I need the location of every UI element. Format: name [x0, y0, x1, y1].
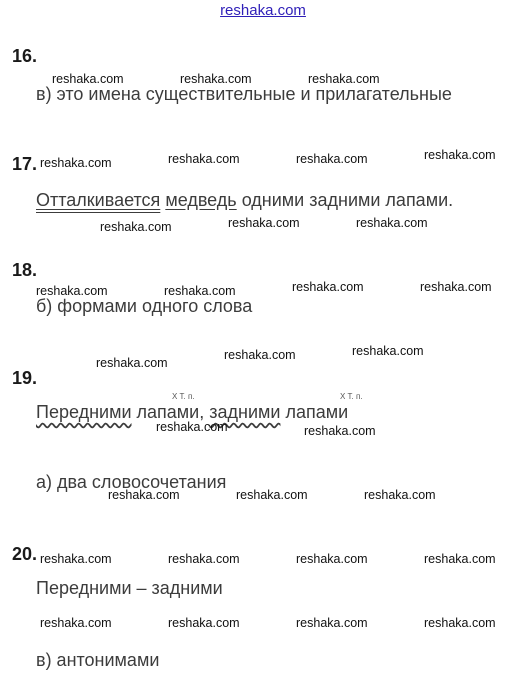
watermark: reshaka.com: [40, 616, 112, 630]
watermark: reshaka.com: [224, 348, 296, 362]
answer-17-rest: одними задними лапами.: [236, 190, 454, 210]
watermark: reshaka.com: [236, 488, 308, 502]
watermark: reshaka.com: [40, 156, 112, 170]
answer-18: б) формами одного слова: [36, 296, 253, 316]
watermark: reshaka.com: [424, 148, 496, 162]
watermark: reshaka.com: [424, 616, 496, 630]
watermark: reshaka.com: [108, 488, 180, 502]
question-number-20: 20.: [12, 544, 38, 564]
question-number-18: 18.: [12, 260, 38, 280]
watermark: reshaka.com: [164, 284, 236, 298]
watermark: reshaka.com: [296, 616, 368, 630]
watermark: reshaka.com: [52, 72, 124, 86]
question-number-16: 16.: [12, 46, 38, 66]
main-word-2: лапами: [280, 402, 349, 422]
watermark: reshaka.com: [168, 616, 240, 630]
subject-word: медведь: [165, 190, 237, 210]
watermark: reshaka.com: [420, 280, 492, 294]
parse-mark: Х Т. п.: [340, 392, 363, 401]
watermark: reshaka.com: [356, 216, 428, 230]
watermark: reshaka.com: [364, 488, 436, 502]
parse-mark: Х Т. п.: [172, 392, 195, 401]
watermark: reshaka.com: [36, 284, 108, 298]
watermark: reshaka.com: [180, 72, 252, 86]
watermark: reshaka.com: [424, 552, 496, 566]
watermark: reshaka.com: [304, 424, 376, 438]
watermark: reshaka.com: [100, 220, 172, 234]
watermark: reshaka.com: [228, 216, 300, 230]
answer-20-a: Передними – задними: [36, 578, 223, 598]
watermark: reshaka.com: [40, 552, 112, 566]
watermark: reshaka.com: [156, 420, 228, 434]
watermark: reshaka.com: [296, 152, 368, 166]
watermark: reshaka.com: [352, 344, 424, 358]
watermark: reshaka.com: [96, 356, 168, 370]
answer-19-b: а) два словосочетания: [36, 472, 227, 492]
watermark: reshaka.com: [292, 280, 364, 294]
question-number-17: 17.: [12, 154, 38, 174]
dependent-word-2: задними: [209, 402, 281, 422]
dependent-word-1: Передними: [36, 402, 132, 422]
answer-17: [36, 190, 453, 211]
site-header-link[interactable]: reshaka.com: [220, 2, 306, 19]
answer-20-b: в) антонимами: [36, 650, 160, 670]
answer-16: в) это имена существительные и прилагательные: [36, 84, 452, 104]
watermark: reshaka.com: [168, 152, 240, 166]
watermark: reshaka.com: [296, 552, 368, 566]
main-word-1: лапами,: [131, 402, 210, 422]
watermark: reshaka.com: [308, 72, 380, 86]
predicate-word: Отталкивается: [36, 190, 161, 210]
question-number-19: 19.: [12, 368, 38, 388]
watermark: reshaka.com: [168, 552, 240, 566]
